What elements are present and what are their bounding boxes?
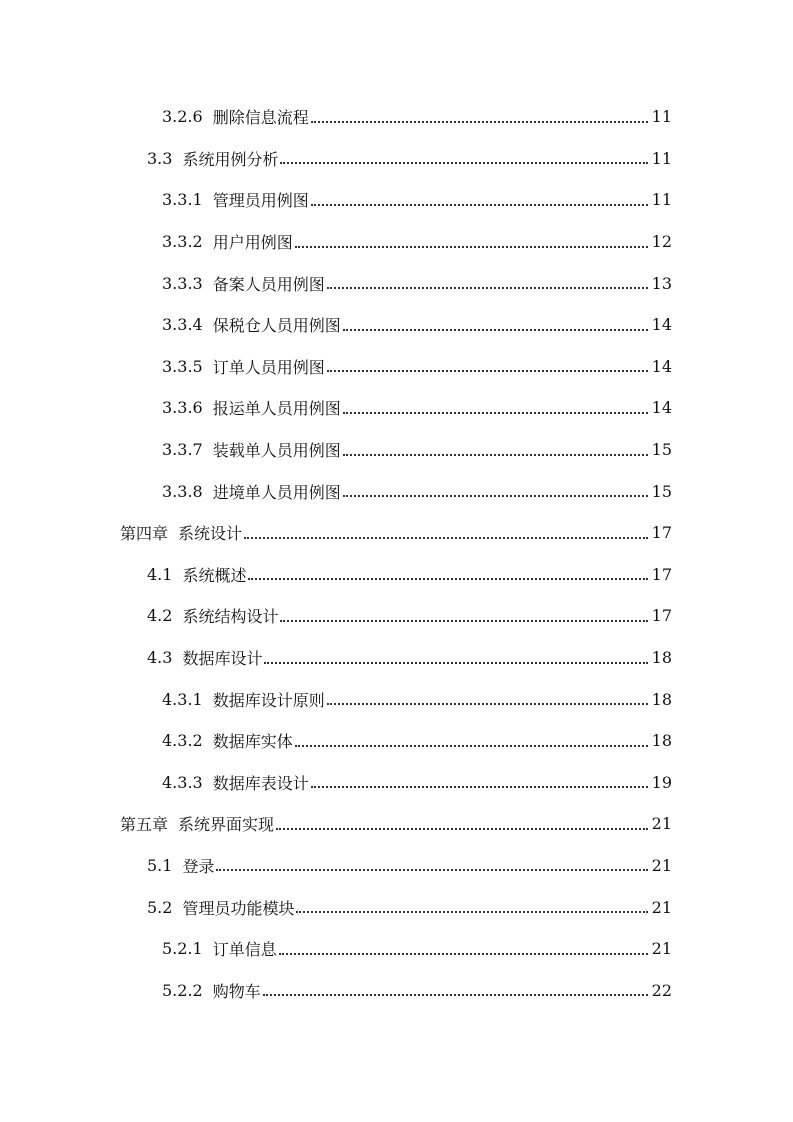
toc-entry-number: 3.3.7 bbox=[162, 440, 203, 460]
table-of-contents bbox=[0, 96, 793, 1011]
toc-entry-title: 数据库设计原则 bbox=[212, 690, 325, 710]
toc-entry-page-number: 11 bbox=[651, 107, 672, 127]
toc-entry-page-number: 21 bbox=[651, 939, 672, 959]
toc-entry[interactable] bbox=[0, 221, 793, 263]
dot-leader bbox=[264, 646, 648, 664]
toc-entry-number: 4.1 bbox=[147, 564, 173, 584]
dot-leader bbox=[343, 479, 648, 497]
toc-entry[interactable] bbox=[0, 969, 793, 1011]
toc-entry-page-number: 19 bbox=[651, 772, 672, 792]
toc-entry-page-number: 14 bbox=[651, 315, 672, 335]
toc-entry[interactable] bbox=[0, 803, 793, 845]
toc-entry-page-number: 12 bbox=[651, 232, 672, 252]
dot-leader bbox=[327, 354, 648, 372]
toc-entry-title: 系统界面实现 bbox=[178, 815, 275, 835]
toc-entry-page-number: 14 bbox=[651, 398, 672, 418]
toc-entry-page-number: 17 bbox=[651, 606, 672, 626]
toc-entry-number: 第四章 bbox=[120, 524, 169, 544]
toc-entry[interactable] bbox=[0, 720, 793, 762]
dot-leader bbox=[295, 230, 648, 248]
toc-entry[interactable] bbox=[0, 96, 793, 138]
toc-entry-title: 删除信息流程 bbox=[212, 108, 309, 128]
dot-leader bbox=[216, 853, 648, 871]
toc-entry-page-number: 18 bbox=[651, 648, 672, 668]
toc-entry-number: 3.2.6 bbox=[162, 107, 203, 127]
dot-leader bbox=[276, 812, 648, 830]
toc-entry-number: 3.3.6 bbox=[162, 398, 203, 418]
dot-leader bbox=[343, 438, 648, 456]
toc-entry[interactable] bbox=[0, 262, 793, 304]
toc-entry-number: 5.2.1 bbox=[162, 939, 203, 959]
toc-entry-page-number: 14 bbox=[651, 356, 672, 376]
toc-entry-number: 4.3.3 bbox=[162, 772, 203, 792]
toc-entry-title: 数据库表设计 bbox=[212, 773, 309, 793]
toc-entry-title: 数据库设计 bbox=[182, 649, 263, 669]
dot-leader bbox=[279, 937, 648, 955]
toc-entry-title: 管理员用例图 bbox=[212, 191, 309, 211]
dot-leader bbox=[295, 729, 648, 747]
toc-entry-page-number: 13 bbox=[651, 273, 672, 293]
toc-entry-number: 4.3.1 bbox=[162, 689, 203, 709]
toc-entry-title: 管理员功能模块 bbox=[182, 898, 295, 918]
toc-entry-page-number: 21 bbox=[651, 855, 672, 875]
toc-entry-title: 订单人员用例图 bbox=[212, 357, 325, 377]
toc-entry-number: 3.3.8 bbox=[162, 481, 203, 501]
toc-entry[interactable] bbox=[0, 886, 793, 928]
dot-leader bbox=[343, 313, 648, 331]
toc-entry-page-number: 17 bbox=[651, 523, 672, 543]
toc-entry-number: 4.3 bbox=[147, 648, 173, 668]
toc-entry-title: 订单信息 bbox=[212, 940, 277, 960]
toc-entry-page-number: 22 bbox=[651, 980, 672, 1000]
toc-entry-number: 3.3.5 bbox=[162, 356, 203, 376]
dot-leader bbox=[244, 521, 648, 539]
toc-entry-page-number: 18 bbox=[651, 689, 672, 709]
dot-leader bbox=[343, 396, 648, 414]
toc-entry-number: 4.2 bbox=[147, 606, 173, 626]
toc-entry-title: 系统结构设计 bbox=[182, 607, 279, 627]
toc-entry-page-number: 18 bbox=[651, 731, 672, 751]
toc-entry-title: 用户用例图 bbox=[212, 233, 293, 253]
toc-entry-page-number: 11 bbox=[651, 148, 672, 168]
toc-entry[interactable] bbox=[0, 429, 793, 471]
toc-entry[interactable] bbox=[0, 845, 793, 887]
toc-entry-number: 5.1 bbox=[147, 855, 173, 875]
toc-entry[interactable] bbox=[0, 387, 793, 429]
toc-entry-number: 3.3 bbox=[147, 148, 173, 168]
dot-leader bbox=[296, 895, 648, 913]
dot-leader bbox=[311, 188, 648, 206]
toc-entry-page-number: 15 bbox=[651, 481, 672, 501]
toc-entry-number: 4.3.2 bbox=[162, 731, 203, 751]
toc-entry-number: 3.3.4 bbox=[162, 315, 203, 335]
dot-leader bbox=[327, 271, 648, 289]
toc-entry-title: 系统用例分析 bbox=[182, 149, 279, 169]
toc-entry[interactable] bbox=[0, 179, 793, 221]
dot-leader bbox=[311, 770, 648, 788]
toc-entry-page-number: 17 bbox=[651, 564, 672, 584]
dot-leader bbox=[280, 604, 648, 622]
toc-entry[interactable] bbox=[0, 928, 793, 970]
toc-entry[interactable] bbox=[0, 762, 793, 804]
toc-entry-number: 5.2.2 bbox=[162, 980, 203, 1000]
toc-entry-title: 装载单人员用例图 bbox=[212, 441, 341, 461]
toc-entry[interactable] bbox=[0, 346, 793, 388]
toc-entry-title: 购物车 bbox=[212, 981, 261, 1001]
dot-leader bbox=[311, 105, 648, 123]
toc-entry-number: 5.2 bbox=[147, 897, 173, 917]
dot-leader bbox=[327, 687, 648, 705]
dot-leader bbox=[248, 562, 648, 580]
toc-entry-title: 系统设计 bbox=[178, 524, 243, 544]
toc-entry-title: 保税仓人员用例图 bbox=[212, 316, 341, 336]
toc-entry-page-number: 11 bbox=[651, 190, 672, 210]
toc-entry[interactable] bbox=[0, 512, 793, 554]
toc-entry-page-number: 21 bbox=[651, 814, 672, 834]
dot-leader bbox=[280, 146, 648, 164]
toc-entry-title: 登录 bbox=[182, 856, 215, 876]
toc-entry[interactable] bbox=[0, 554, 793, 596]
toc-entry[interactable] bbox=[0, 678, 793, 720]
dot-leader bbox=[263, 978, 648, 996]
toc-entry-title: 报运单人员用例图 bbox=[212, 399, 341, 419]
toc-entry-number: 3.3.3 bbox=[162, 273, 203, 293]
toc-entry-number: 3.3.1 bbox=[162, 190, 203, 210]
toc-entry-number: 3.3.2 bbox=[162, 232, 203, 252]
toc-entry-title: 备案人员用例图 bbox=[212, 274, 325, 294]
toc-entry-page-number: 15 bbox=[651, 440, 672, 460]
toc-entry-title: 数据库实体 bbox=[212, 732, 293, 752]
toc-entry-title: 进境单人员用例图 bbox=[212, 482, 341, 502]
toc-entry[interactable] bbox=[0, 138, 793, 180]
toc-entry[interactable] bbox=[0, 470, 793, 512]
toc-entry-page-number: 21 bbox=[651, 897, 672, 917]
toc-entry[interactable] bbox=[0, 304, 793, 346]
toc-entry-title: 系统概述 bbox=[182, 565, 247, 585]
toc-entry[interactable] bbox=[0, 637, 793, 679]
toc-entry-number: 第五章 bbox=[120, 815, 169, 835]
toc-entry[interactable] bbox=[0, 595, 793, 637]
